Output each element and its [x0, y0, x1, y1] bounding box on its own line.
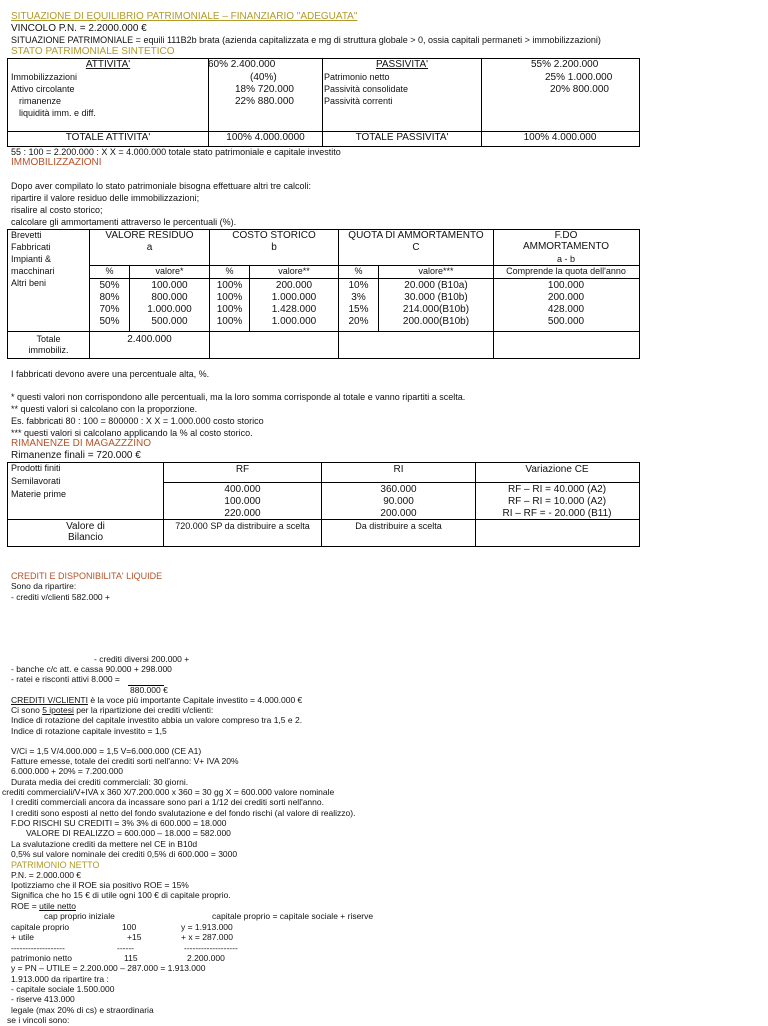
calc-line: 6.000.000 + 20% = 7.200.000 [11, 766, 124, 776]
sp-passivita-label: Passività correnti [324, 96, 393, 106]
variazione-header: Variazione CE [525, 464, 589, 475]
pct05-line: 0,5% sul valore nominale dei crediti 0,5% di 600.000 = 3000 [11, 849, 238, 859]
rim-cell: RF – RI = 40.000 (A2) [507, 484, 607, 495]
vincoli-line: se i vincoli sono: [7, 1015, 70, 1025]
ipotesi-b: per la ripartizione dei crediti v/clienti: [73, 705, 214, 715]
sp-passivita-value: 55% 2.200.000 [531, 59, 599, 70]
esposti-line: I crediti sono esposti al netto del fondo svalutazione e del fondo rischi (al valore di realizzo). [11, 808, 356, 818]
bilancio-rf: 720.000 SP da distribuire a scelta [175, 521, 310, 531]
ratei: - ratei e risconti attivi 8.000 = [11, 674, 120, 684]
imm-cell: 1.000.000 [271, 292, 317, 303]
imm-cell: 1.000.000 [271, 316, 317, 327]
pn-title: PATRIMONIO NETTO [11, 860, 100, 870]
imm-totale-value: 2.400.000 [127, 334, 172, 345]
sp-passivita-label: Patrimonio netto [324, 72, 390, 82]
valore-residuo-letter: a [146, 242, 153, 253]
imm-cell: 20.000 (B10a) [404, 280, 468, 291]
quota-ammortamento-header: QUOTA DI AMMORTAMENTO [348, 230, 484, 241]
rim-cell: 100.000 [224, 496, 261, 507]
imm-cell: 800.000 [151, 292, 188, 303]
pn-val: 2.200.000 [187, 953, 225, 963]
rim-row-label: Prodotti finiti [11, 463, 61, 473]
imm-row-label: macchinari [11, 266, 55, 276]
footnote: ** questi valori si calcolano con la proporzione. [11, 404, 198, 414]
imm-cell: 500.000 [151, 316, 188, 327]
rim-cell: 200.000 [380, 508, 417, 519]
x-val: + x = 287.000 [181, 932, 233, 942]
banche: - banche c/c att. e cassa 90.000 + 298.000 [11, 664, 172, 674]
svalutazione-line: La svalutazione crediti da mettere nel CE in B10d [11, 839, 198, 849]
totale-attivita-label: TOTALE ATTIVITA' [65, 132, 151, 143]
imm-cell: 20% [348, 316, 369, 327]
bilancio-ri: Da distribuire a scelta [355, 521, 442, 531]
imm-row-label: Fabbricati [11, 242, 51, 252]
rimanenze-title: RIMANENZE DI MAGAZZZINO [11, 438, 151, 449]
crediti-totale: 880.000 € [130, 685, 168, 695]
fatture-line: Fatture emesse, totale dei crediti sorti nell'anno: V+ IVA 20% [11, 756, 239, 766]
imm-cell: 200.000(B10b) [402, 316, 470, 327]
costo-storico-letter: b [271, 242, 277, 253]
sub-header: valore** [278, 266, 310, 276]
rim-cell: 400.000 [224, 484, 261, 495]
formula-line: crediti commerciali/V+IVA x 360 X/7.200.000 x 360 = 30 gg X = 600.000 valore nominale [2, 787, 335, 797]
sub-header: % [105, 266, 114, 276]
ipotesi-u: 5 ipotesi [42, 705, 74, 715]
ripartire-line: 1.913.000 da ripartire tra : [11, 974, 109, 984]
footnote: * questi valori non corrispondono alle percentuali, ma la loro somma corrisponde al totale e vanno ripartiti a scelta. [11, 392, 466, 402]
imm-cell: 3% [351, 292, 366, 303]
realizzo-line: VALORE DI REALIZZO = 600.000 – 18.000 = 582.000 [26, 828, 231, 838]
fabbricati-note: I fabbricati devono avere una percentuale alta, %. [11, 369, 210, 379]
cap-proprio-iniziale: cap proprio iniziale [44, 911, 115, 921]
sub-header: % [225, 266, 234, 276]
imm-cell: 50% [99, 316, 120, 327]
imm-cell: 15% [348, 304, 369, 315]
imm-cell: 10% [348, 280, 369, 291]
rimanenze-finali: Rimanenze finali = 720.000 € [11, 450, 141, 461]
pn-label: patrimonio netto [11, 953, 72, 963]
significa-line: Significa che ho 15 € di utile ogni 100 € di capitale proprio. [11, 890, 231, 900]
sp-attivita-label: liquidità imm. e diff. [19, 108, 96, 118]
crediti-intro: - crediti v/clienti 582.000 + [11, 592, 110, 602]
rotazione-line: Indice di rotazione del capitale investito abbia un valore compreso tra 1,5 e 2. [11, 715, 303, 725]
fdo-formula: a - b [556, 254, 575, 264]
totale-passivita-label: TOTALE PASSIVITA' [355, 132, 449, 143]
roe-label: ROE = [11, 901, 40, 911]
rim-cell: RI – RF = - 20.000 (B11) [502, 508, 612, 519]
imm-cell: 100% [216, 292, 243, 303]
rim-cell: 360.000 [380, 484, 417, 495]
sp-section-title: STATO PATRIMONIALE SINTETICO [11, 46, 175, 57]
costo-storico-header: COSTO STORICO [232, 230, 316, 241]
imm-row-label: Impianti & [11, 254, 52, 264]
sp-attivita-value: 18% 720.000 [235, 84, 294, 95]
crediti-intro: Sono da ripartire: [11, 581, 77, 591]
cap-sociale-line: - capitale sociale 1.500.000 [11, 984, 115, 994]
imm-cell: 100.000 [547, 280, 585, 291]
imm-cell: 50% [99, 280, 120, 291]
imm-cell: 1.000.000 [147, 304, 192, 315]
imm-totale-label: Totale [36, 334, 61, 344]
imm-intro: calcolare gli ammortamenti attraverso le percentuali (%). [11, 217, 237, 227]
legale-line: legale (max 20% di cs) e straordinaria [11, 1005, 154, 1015]
pn-line: P.N. = 2.000.000 € [11, 870, 82, 880]
totale-attivita-value: 100% 4.000.0000 [226, 132, 305, 143]
passivita-header: PASSIVITA' [375, 59, 429, 70]
pn-115: 115 [124, 953, 138, 963]
roe-ipotesi: Ipotizziamo che il ROE sia positivo ROE = 15% [11, 880, 189, 890]
y-calc: y = PN – UTILE = 2.200.000 – 287.000 = 1.913.000 [11, 963, 206, 973]
imm-intro: risalire al costo storico; [11, 205, 103, 215]
ipotesi-a: Ci sono [11, 705, 43, 715]
valore-bilancio-label: Bilancio [67, 532, 104, 543]
attivita-header: ATTIVITA' [85, 59, 131, 70]
imm-intro: ripartire il valore residuo delle immobilizzazioni; [11, 193, 200, 203]
imm-cell: 1.428.000 [271, 304, 317, 315]
sub-header: valore* [155, 266, 184, 276]
dashes: ------ [117, 943, 134, 953]
y-val: y = 1.913.000 [181, 922, 233, 932]
sp-attivita-label: Immobilizzazioni [11, 72, 78, 82]
vincolo-pn: VINCOLO P.N. = 2.2000.000 € [11, 23, 147, 34]
immobilizzazioni-title: IMMOBILIZZAZIONI [11, 157, 102, 168]
rim-row-label: Materie prime [11, 489, 67, 499]
dashes: ------------------- [11, 943, 65, 953]
rim-cell: RF – RI = 10.000 (A2) [507, 496, 607, 507]
crediti-title: CREDITI E DISPONIBILITA' LIQUIDE [11, 571, 163, 581]
imm-cell: 500.000 [547, 316, 585, 327]
crediti-vclienti-heading: CREDITI V/CLIENTI [11, 695, 88, 705]
ri-header: RI [393, 464, 404, 475]
sub-header: Comprende la quota dell'anno [506, 266, 626, 276]
imm-cell: 200.000 [547, 292, 585, 303]
fdo-header: F.DO [554, 230, 578, 241]
durata-line: Durata media dei crediti commerciali: 30 giorni. [11, 777, 189, 787]
rf-header: RF [235, 464, 250, 475]
footnote: Es. fabbricati 80 : 100 = 800000 : X X = 1.000.000 costo storico [11, 416, 264, 426]
imm-cell: 80% [99, 292, 120, 303]
imm-cell: 30.000 (B10b) [404, 292, 468, 303]
utile-15: +15 [127, 932, 142, 942]
quota-ammortamento-letter: C [412, 242, 420, 253]
fdo-rischi-line: F.DO RISCHI SU CREDITI = 3% 3% di 600.000 = 18.000 [11, 818, 227, 828]
valore-bilancio-label: Valore di [66, 521, 105, 532]
cap-sociale-formula: capitale proprio = capitale sociale + riserve [212, 911, 374, 921]
sp-attivita-label: rimanenze [19, 96, 62, 106]
riserve-line: - riserve 413.000 [11, 994, 75, 1004]
imm-cell: 100.000 [151, 280, 188, 291]
situazione-patrimoniale: SITUAZIONE PATRIMONIALE = equili 111B2b brata (azienda capitalizzata e mg di struttura globale > 0, ossia capitali permaneti > immobilizzazioni) [11, 35, 601, 45]
totale-passivita-value: 100% 4.000.000 [523, 132, 597, 143]
valore-residuo-header: VALORE RESIDUO [105, 230, 194, 241]
sub-header: % [354, 266, 363, 276]
vci-line: V/Ci = 1,5 V/4.000.000 = 1,5 V=6.000.000 (CE A1) [11, 746, 202, 756]
imm-totale-label: immobiliz. [28, 345, 69, 355]
sp-attivita-value: 22% 880.000 [235, 96, 294, 107]
rim-cell: 220.000 [224, 508, 261, 519]
utile-label: + utile [11, 932, 34, 942]
rotazione-line: Indice di rotazione capitale investito = 1,5 [11, 726, 167, 736]
rim-row-label: Semilavorati [11, 476, 61, 486]
crediti-vclienti-rest: è la voce più importante Capitale investito = 4.000.000 € [87, 695, 303, 705]
sp-attivita-value: (40%) [250, 72, 277, 83]
imm-row-label: Altri beni [11, 278, 47, 288]
sp-attivita-value: 60% 2.400.000 [208, 59, 276, 70]
cp-100: 100 [122, 922, 137, 932]
imm-cell: 100% [216, 304, 243, 315]
sp-passivita-label: Passività consolidate [324, 84, 409, 94]
rim-cell: 90.000 [383, 496, 414, 507]
fdo-header: AMMORTAMENTO [522, 241, 610, 252]
imm-row-label: Brevetti [11, 230, 42, 240]
dashes: ------------------- [184, 943, 238, 953]
page-title: SITUAZIONE DI EQUILIBRIO PATRIMONIALE – FINANZIARIO "ADEGUATA" [11, 11, 358, 22]
sp-note: 55 : 100 = 2.200.000 : X X = 4.000.000 totale stato patrimoniale e capitale investito [11, 147, 341, 157]
utile-netto: utile netto [39, 901, 76, 911]
ancora-line: I crediti commerciali ancora da incassare sono pari a 1/12 dei crediti sorti nell'anno. [11, 797, 324, 807]
imm-cell: 428.000 [547, 304, 585, 315]
crediti-diversi: - crediti diversi 200.000 + [94, 654, 190, 664]
sub-header: valore*** [418, 266, 454, 276]
imm-cell: 70% [99, 304, 120, 315]
footnote: *** questi valori si calcolano applicando la % al costo storico. [11, 428, 253, 438]
sp-attivita-label: Attivo circolante [11, 84, 75, 94]
cp-label: capitale proprio [11, 922, 70, 932]
imm-cell: 100% [216, 280, 243, 291]
sp-passivita-value: 20% 800.000 [550, 84, 609, 95]
imm-intro: Dopo aver compilato lo stato patrimoniale bisogna effettuare altri tre calcoli: [11, 181, 311, 191]
imm-cell: 200.000 [275, 280, 313, 291]
imm-cell: 214.000(B10b) [402, 304, 470, 315]
imm-cell: 100% [216, 316, 243, 327]
sp-passivita-value: 25% 1.000.000 [545, 72, 613, 83]
